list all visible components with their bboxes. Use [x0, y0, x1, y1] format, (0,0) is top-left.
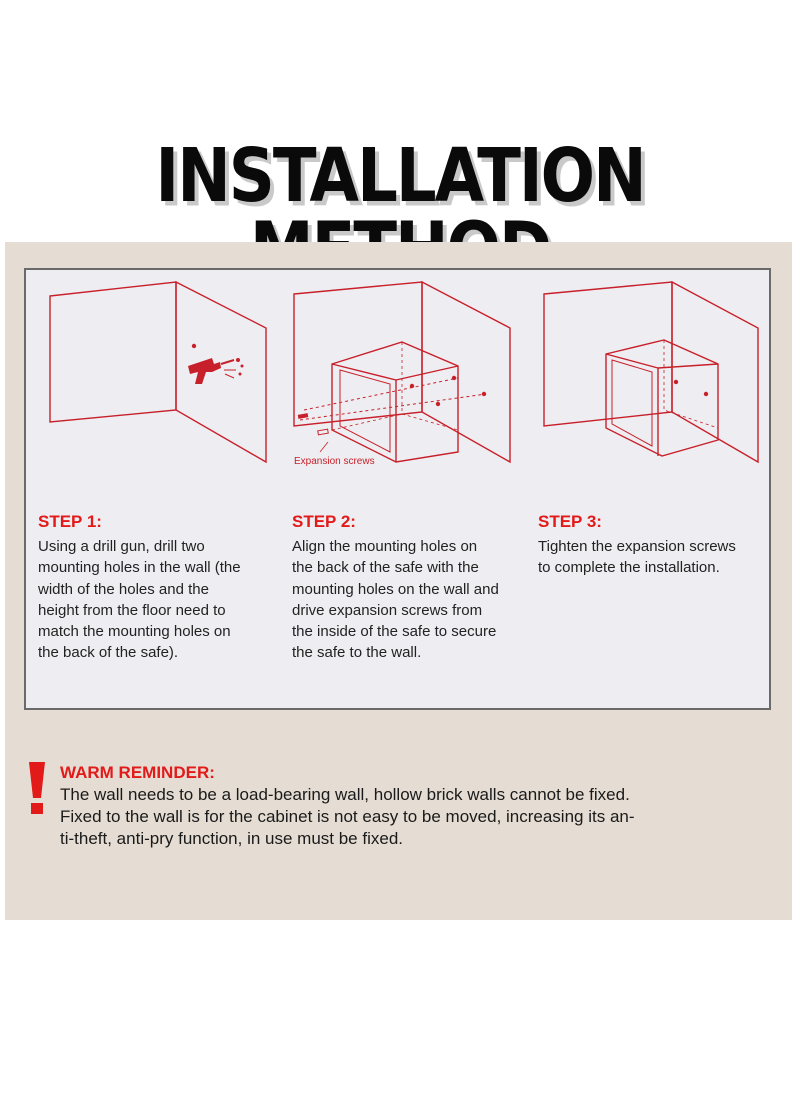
step-2: [292, 512, 532, 664]
step-heading: STEP 3:: [538, 512, 602, 531]
step-heading: STEP 2:: [292, 512, 356, 531]
wall-corner-outline: [50, 282, 266, 462]
reminder-heading: WARM REMINDER:: [60, 763, 215, 782]
step-1: [38, 512, 278, 664]
steps-box: [24, 268, 771, 710]
step-description: Align the mounting holes on the back of the safe with the mounting holes on the wall and drive expansion screws from the inside of the safe to secure the safe to the wall.: [292, 538, 499, 662]
expansion-screws-caption: Expansion screws: [294, 456, 375, 467]
reminder-text: The wall needs to be a load-bearing wall, hollow brick walls cannot be fixed. Fixed to the wall is for the cabinet is not easy to be moved, increasing its an- ti-theft, anti-pry function, in use must be fixed.: [60, 785, 635, 848]
safe-outline: [606, 340, 718, 456]
exclamation-icon: [26, 760, 48, 816]
step1-illustration: [44, 280, 274, 470]
step3-illustration: [540, 280, 766, 470]
drill-icon: [188, 358, 244, 384]
step2-illustration: [290, 280, 520, 480]
expansion-screw-mark: [674, 380, 678, 384]
mounting-hole-mark: [192, 344, 196, 348]
step-description: Using a drill gun, drill two mounting holes in the wall (the width of the holes and the height from the floor need to match the mounting holes on the back of the safe).: [38, 538, 241, 662]
page-title: INSTALLATION: [155, 134, 645, 220]
step-3: [538, 512, 766, 579]
step-description: Tighten the expansion screws to complete the installation.: [538, 538, 736, 577]
expansion-screw-mark: [704, 392, 708, 396]
safe-outline: [332, 342, 458, 462]
step-heading: STEP 1:: [38, 512, 102, 531]
